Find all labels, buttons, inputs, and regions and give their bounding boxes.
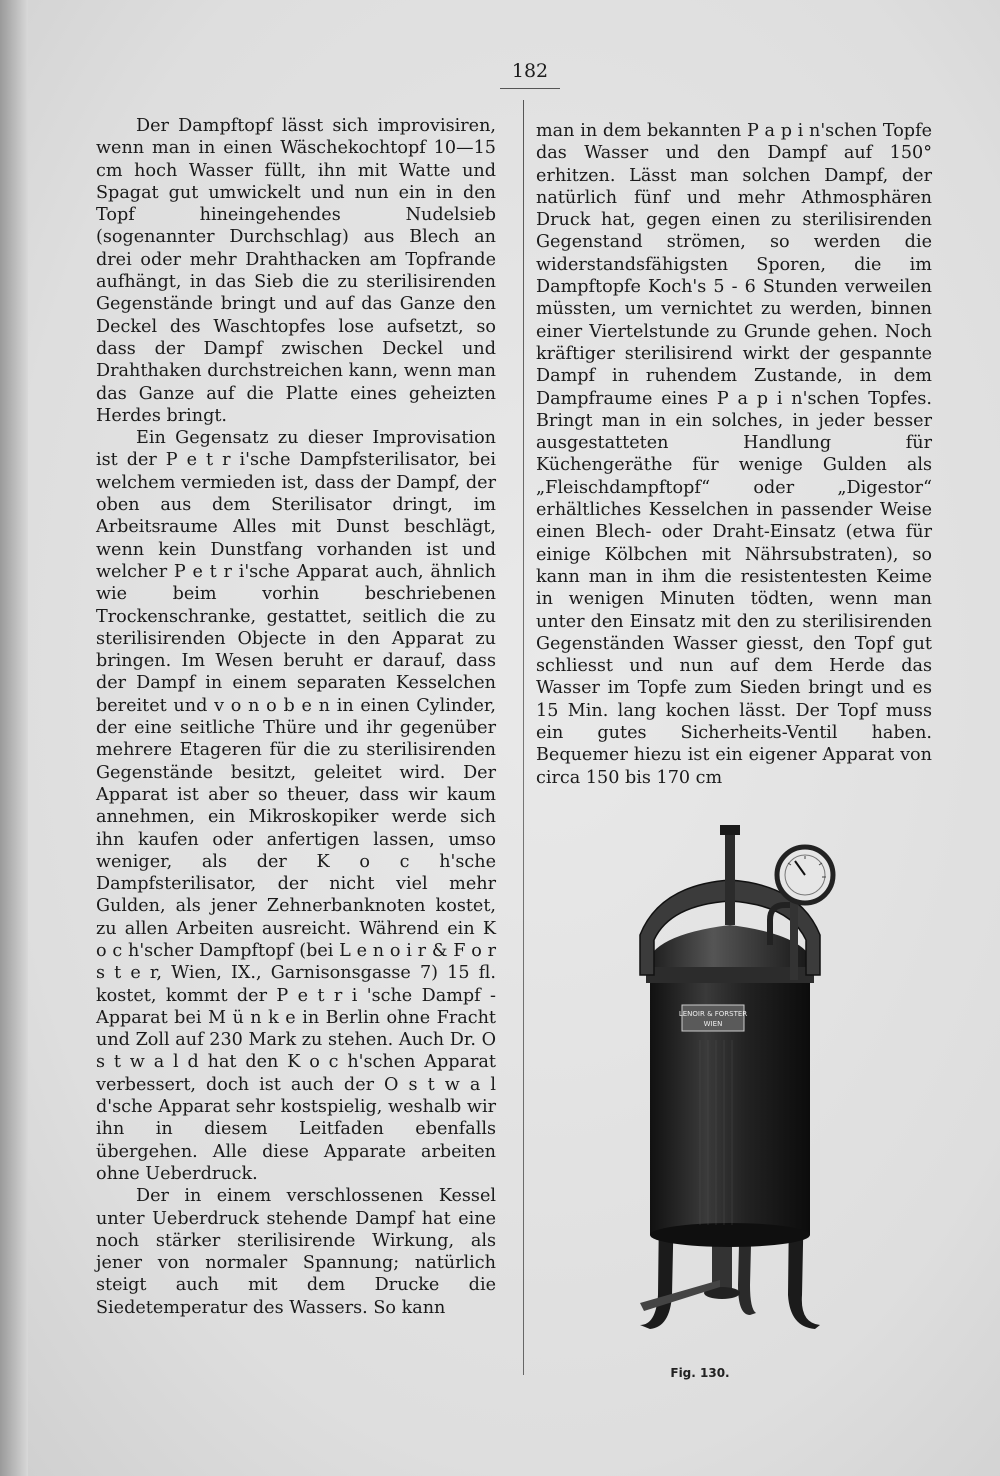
right-paragraph-1: man in dem bekannten P a p i n'schen Topfe das Wasser und den Dampf auf 150° erhitzen. Lässt man solchen Dampf, der natürlich fünf und mehr Athmosphären Druck hat, gegen einen zu sterilisirenden Gegenstand strömen, so werden die widerstandsfähigsten Sporen, die im Dampftopfe Koch's 5 - 6 Stunden verweilen müssten, um vernichtet zu werden, binnen einer Viertelstunde zu Grunde gehen. Noch kräftiger sterilisirend wirkt der gespannte Dampf in ruhendem Zustande, in dem Dampfraume eines P a p i n'schen Topfes. Bringt man in ein solches, in jeder besser ausgestatteten Handlung für Küchengeräthe für wenige Gulden als „Fleischdampftopf“ oder „Digestor“ erhältliches Kesselchen in passender Weise einen Blech- oder Draht-Einsatz (etwa für einige Kölbchen mit Nährsubstraten), so kann man in ihm die resistentesten Keime in wenigen Minuten tödten, wenn man unter den Einsatz mit den zu sterilisirenden Gegenständen Wasser giesst, den Topf gut schliesst und nun auf dem Herde das Wasser im Topfe zum Sieden bringt und es 15 Min. lang kochen lässt. Der Topf muss ein gutes Sicherheits-Ventil haben. Bequemer hiezu ist ein eigener Apparat von circa 150 bis 170 cm (536, 121, 932, 788)
page-number-rule (500, 88, 560, 89)
name-plate-line2: WIEN (703, 1020, 723, 1028)
page-number: 182 (511, 60, 549, 82)
left-paragraph-3: Der in einem verschlossenen Kessel unter Ueberdruck stehende Dampf hat eine noch stärker sterilisirende Wirkung, als jener von normaler Spannung; natürlich steigt auch mit dem Drucke die Siedetemperatur des Wassers. So kann (96, 1186, 496, 1318)
figure-caption: Fig. 130. (670, 1366, 730, 1380)
name-plate-line1: LENOIR & FORSTER (678, 1010, 748, 1018)
pipe-stem (790, 900, 798, 980)
left-paragraph-1: Der Dampftopf lässt sich improvisiren, wenn man in einen Wäschekochtopf 10—15 cm hoch Wasser füllt, ihn mit Watte und Spagat gut umwickelt und nun ein in den Topf hineingehendes Nudelsieb (sogenannter Durchschlag) aus Blech an drei oder mehr Drahthacken am Topfrande aufhängt, in das Sieb die zu sterilisirenden Gegenstände bringt und auf das Ganze den Deckel des Waschtopfes lose aufsetzt, so dass der Dampf zwischen Deckel und Drahthaken durchstreichen kann, wenn man das Ganze auf die Platte eines geheizten Herdes bringt. (96, 116, 496, 426)
cylinder-rim (646, 967, 814, 983)
steam-sterilizer-illustration (620, 825, 930, 1345)
left-column (96, 115, 496, 1319)
screw-handle (720, 825, 740, 835)
lid-dome (646, 925, 814, 967)
left-paragraph-2: Ein Gegensatz zu dieser Improvisation ist der P e t r i'sche Dampfsterilisator, bei welchem vermieden ist, dass der Dampf, der oben aus dem Sterilisator dringt, im Arbeitsraume Alles mit Dunst beschlägt, wenn kein Dunstfang vorhanden ist und welcher P e t r i'sche Apparat auch, ähnlich wie beim vorhin beschriebenen Trockenschranke, gestattet, seitlich die zu sterilisirenden Objecte in den Apparat zu bringen. Im Wesen beruht er darauf, dass der Dampf in einem separaten Kesselchen bereitet und v o n o b e n in einen Cylinder, der eine seitliche Thüre und ihr gegenüber mehrere Etageren für die zu sterilisirenden Gegenstände besitzt, geleitet wird. Der Apparat ist aber so theuer, dass wir kaum annehmen, ein Mikroskopiker werde sich ihn kaufen oder anfertigen lassen, umso weniger, als der K o c h'sche Dampfsterilisator, der nicht viel mehr Gulden, als jener Zehnerbanknoten kostet, zu allen Arbeiten ausreicht. Während ein K o c h'scher Dampftopf (bei L e n o i r & F o r s t e r, Wien, IX., Garnisonsgasse 7) 15 fl. kostet, kommt der P e t r i 'sche Dampf - Apparat bei M ü n k e in Berlin ohne Fracht und Zoll auf 230 Mark zu stehen. Auch Dr. O s t w a l d hat den K o c h'schen Apparat verbessert, doch ist auch der O s t w a l d'sche Apparat sehr kostspielig, weshalb wir ihn in diesem Leitfaden ebenfalls übergehen. Alle diese Apparate arbeiten ohne Ueberdruck. (96, 428, 496, 1184)
book-spine-shadow (0, 0, 28, 1476)
clamp-screw (725, 830, 735, 925)
right-column (536, 120, 932, 789)
cylinder-bottom (650, 1223, 810, 1247)
column-divider (523, 100, 524, 1375)
